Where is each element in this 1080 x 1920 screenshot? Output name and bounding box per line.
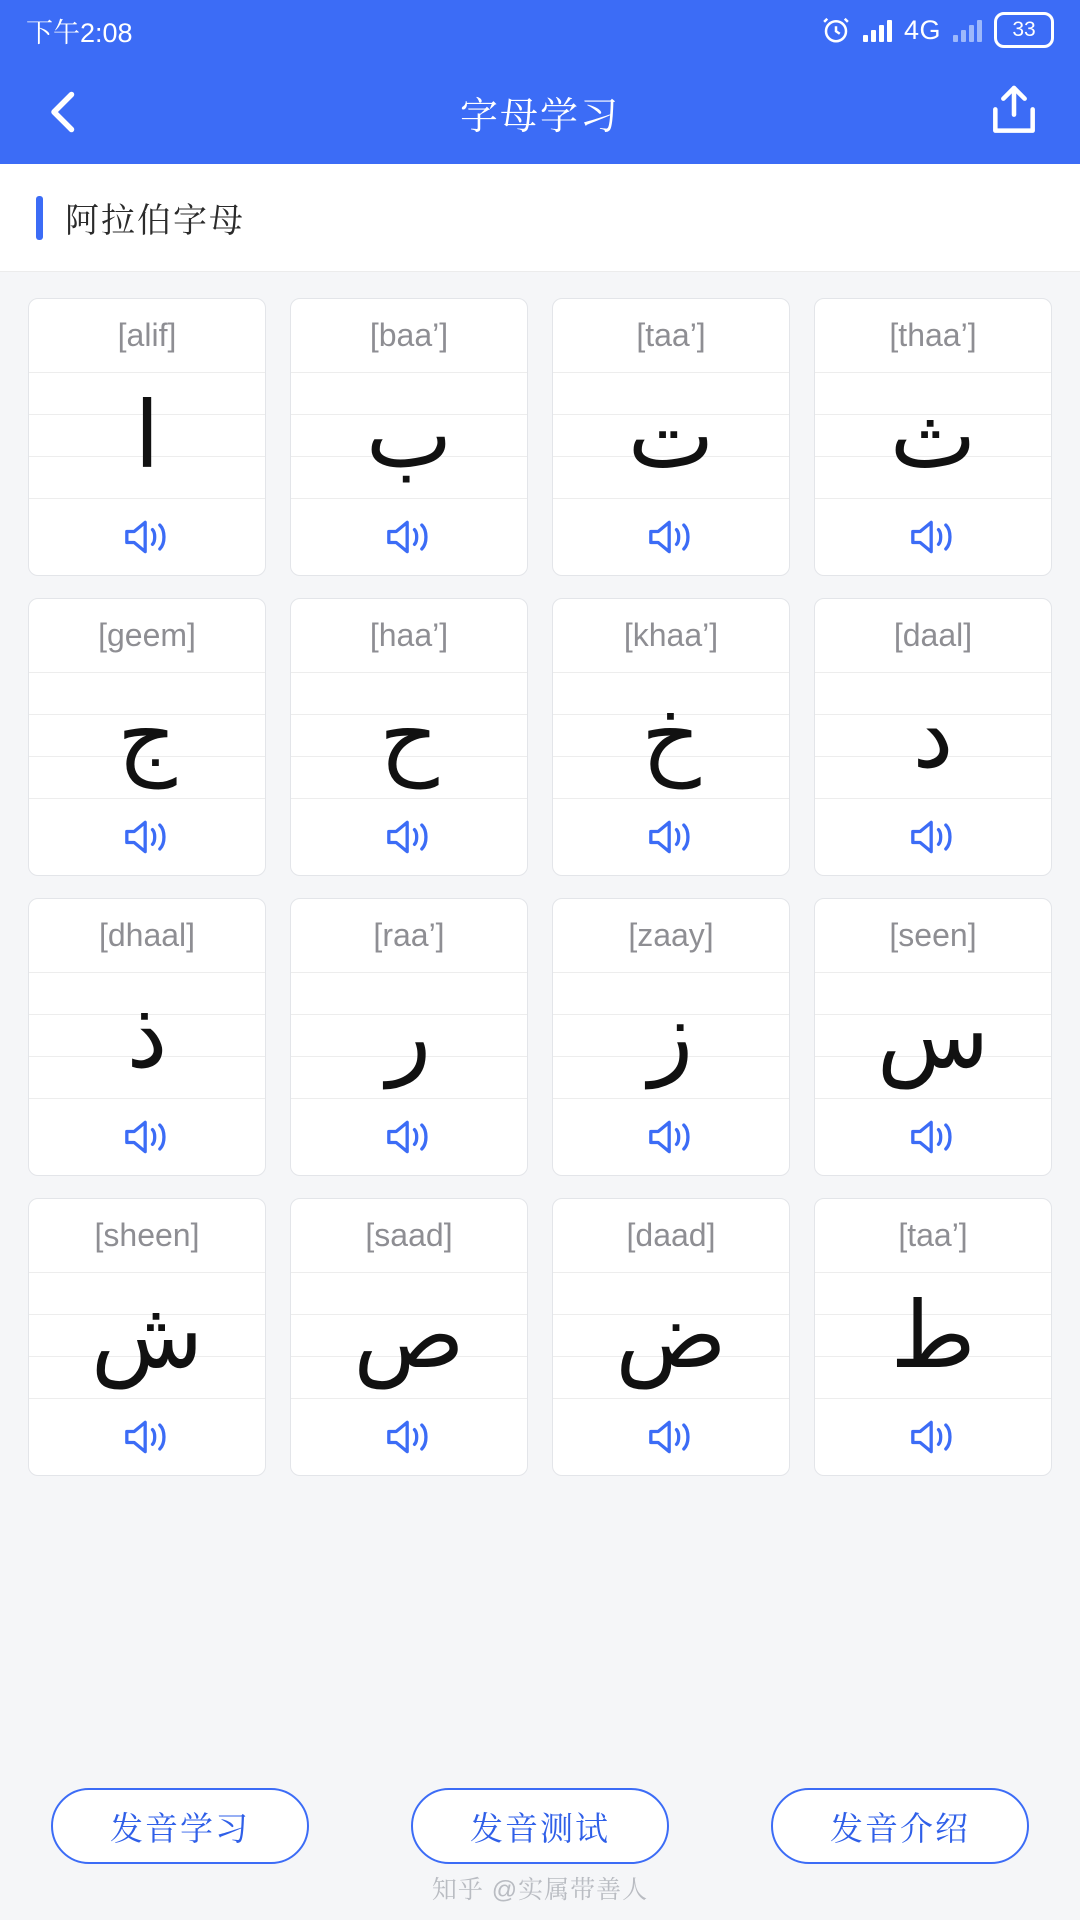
letter-glyph-area — [815, 973, 1051, 1099]
section-title: 阿拉伯字母 — [65, 202, 245, 240]
status-indicators — [821, 12, 1054, 48]
letter-romanization: [baa’] — [291, 299, 527, 373]
play-sound-button[interactable] — [815, 1399, 1051, 1475]
letter-card[interactable] — [290, 298, 528, 576]
letter-card[interactable] — [814, 1198, 1052, 1476]
letter-glyph: ح — [379, 681, 439, 789]
letter-glyph: ض — [615, 1281, 727, 1389]
letter-glyph-area — [815, 673, 1051, 799]
letter-romanization: [dhaal] — [29, 899, 265, 973]
letter-glyph-area — [815, 373, 1051, 499]
page-title: 字母学习 — [459, 95, 620, 138]
letter-glyph: س — [876, 981, 990, 1089]
letter-card[interactable] — [814, 298, 1052, 576]
letter-glyph-area — [29, 673, 265, 799]
letter-romanization: [alif] — [29, 299, 265, 373]
letter-glyph-area — [29, 373, 265, 499]
letter-glyph-area — [291, 673, 527, 799]
letter-card[interactable] — [28, 898, 266, 1176]
letter-card[interactable] — [290, 598, 528, 876]
letter-glyph-area — [553, 673, 789, 799]
status-bar — [0, 0, 1080, 60]
letter-romanization: [saad] — [291, 1199, 527, 1273]
play-sound-button[interactable] — [553, 499, 789, 575]
letter-glyph: ط — [890, 1281, 976, 1389]
letter-card[interactable] — [552, 298, 790, 576]
app-bar — [0, 60, 1080, 164]
letter-glyph-area — [553, 973, 789, 1099]
letter-romanization: [thaa’] — [815, 299, 1051, 373]
play-sound-button[interactable] — [815, 1099, 1051, 1175]
letter-romanization: [taa’] — [815, 1199, 1051, 1273]
bottom-action-bar — [0, 1770, 1080, 1920]
letter-romanization: [taa’] — [553, 299, 789, 373]
letter-glyph: ا — [134, 381, 160, 489]
letter-card[interactable] — [814, 598, 1052, 876]
letter-card[interactable] — [28, 298, 266, 576]
letter-glyph: ت — [627, 381, 715, 489]
play-sound-button[interactable] — [291, 1099, 527, 1175]
letter-glyph-area — [291, 973, 527, 1099]
watermark: 知乎 @实属带善人 — [431, 1876, 649, 1904]
play-sound-button[interactable] — [291, 799, 527, 875]
letter-romanization: [raa’] — [291, 899, 527, 973]
play-sound-button[interactable] — [815, 799, 1051, 875]
letter-glyph-area — [29, 1273, 265, 1399]
letter-glyph-area — [553, 1273, 789, 1399]
back-button[interactable] — [34, 82, 94, 142]
letter-grid — [0, 272, 1080, 1476]
letter-glyph-area — [815, 1273, 1051, 1399]
pronunciation-test-button[interactable]: 发音测试 — [411, 1788, 669, 1864]
letter-glyph-area — [291, 373, 527, 499]
play-sound-button[interactable] — [29, 499, 265, 575]
letter-glyph: ز — [648, 981, 694, 1089]
letter-glyph: ذ — [126, 981, 168, 1089]
section-header — [0, 164, 1080, 272]
share-button[interactable] — [982, 80, 1046, 144]
status-time: 下午2:08 — [26, 17, 133, 48]
play-sound-button[interactable] — [29, 1099, 265, 1175]
letter-glyph-area — [553, 373, 789, 499]
letter-glyph-area — [291, 1273, 527, 1399]
letter-romanization: [seen] — [815, 899, 1051, 973]
letter-glyph: ر — [386, 981, 432, 1089]
play-sound-button[interactable] — [29, 1399, 265, 1475]
letter-card[interactable] — [28, 1198, 266, 1476]
letter-romanization: [daal] — [815, 599, 1051, 673]
battery-indicator: 33 — [994, 12, 1054, 48]
letter-card[interactable] — [552, 1198, 790, 1476]
letter-card[interactable] — [290, 898, 528, 1176]
section-accent-bar — [36, 196, 43, 240]
letter-romanization: [khaa’] — [553, 599, 789, 673]
letter-glyph: د — [912, 681, 954, 789]
pronunciation-intro-button[interactable]: 发音介绍 — [771, 1788, 1029, 1864]
network-type-label: 4G — [903, 14, 941, 45]
letter-glyph: ج — [117, 681, 177, 789]
signal-bars-secondary-icon — [953, 18, 982, 42]
play-sound-button[interactable] — [291, 1399, 527, 1475]
pronunciation-study-button[interactable]: 发音学习 — [51, 1788, 309, 1864]
letter-romanization: [sheen] — [29, 1199, 265, 1273]
play-sound-button[interactable] — [815, 499, 1051, 575]
signal-bars-icon — [863, 18, 892, 42]
letter-card[interactable] — [290, 1198, 528, 1476]
letter-romanization: [zaay] — [553, 899, 789, 973]
letter-romanization: [daad] — [553, 1199, 789, 1273]
play-sound-button[interactable] — [553, 1099, 789, 1175]
letter-romanization: [haa’] — [291, 599, 527, 673]
letter-glyph: ث — [889, 381, 977, 489]
letter-glyph-area — [29, 973, 265, 1099]
play-sound-button[interactable] — [29, 799, 265, 875]
letter-card[interactable] — [28, 598, 266, 876]
letter-glyph: ص — [353, 1281, 465, 1389]
letter-romanization: [geem] — [29, 599, 265, 673]
letter-card[interactable] — [552, 898, 790, 1176]
letter-glyph: خ — [641, 681, 701, 789]
play-sound-button[interactable] — [553, 799, 789, 875]
letter-glyph: ش — [90, 1281, 204, 1389]
play-sound-button[interactable] — [553, 1399, 789, 1475]
play-sound-button[interactable] — [291, 499, 527, 575]
letter-card[interactable] — [814, 898, 1052, 1176]
letter-glyph: ب — [365, 381, 453, 489]
letter-card[interactable] — [552, 598, 790, 876]
alarm-icon — [821, 15, 851, 45]
